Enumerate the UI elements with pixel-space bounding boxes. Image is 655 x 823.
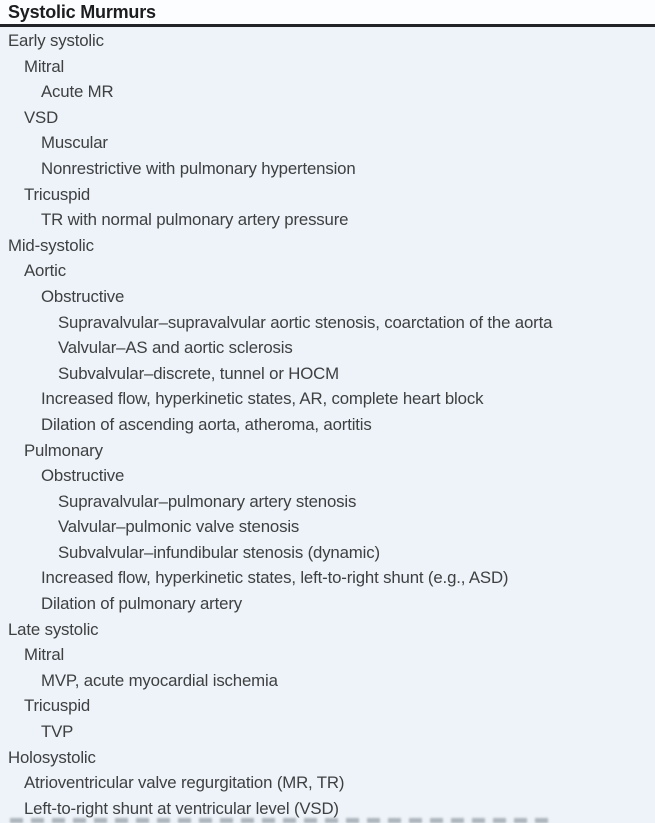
table-row: Mitral <box>24 56 65 76</box>
table-row: Valvular–pulmonic valve stenosis <box>58 517 300 537</box>
table-row: VSD <box>24 107 59 127</box>
table-row: TVP <box>41 722 74 742</box>
table-row: Pulmonary <box>24 440 103 460</box>
table-row: Tricuspid <box>24 696 91 716</box>
table-row: Atrioventricular valve regurgitation (MR, TR) <box>24 773 345 793</box>
table-row: Mitral <box>24 645 65 665</box>
table-row: MVP, acute myocardial ischemia <box>41 670 278 690</box>
table-row: Subvalvular–discrete, tunnel or HOCM <box>58 363 339 383</box>
table-row: Nonrestrictive with pulmonary hypertension <box>41 158 356 178</box>
table-row: Dilation of pulmonary artery <box>41 594 242 614</box>
table-row: Increased flow, hyperkinetic states, left-to-right shunt (e.g., ASD) <box>41 568 509 588</box>
table-row: Increased flow, hyperkinetic states, AR, complete heart block <box>41 389 484 409</box>
table-row: Supravalvular–supravalvular aortic stenosis, coarctation of the aorta <box>58 312 553 332</box>
table-row: Mid-systolic <box>8 235 94 255</box>
table-row: Tricuspid <box>24 184 91 204</box>
table-row: Subvalvular–infundibular stenosis (dynamic) <box>58 542 380 562</box>
table-row: Late systolic <box>8 619 99 639</box>
table-row: Obstructive <box>41 286 125 306</box>
table-header <box>0 0 655 24</box>
table-row: Obstructive <box>41 466 125 486</box>
table-row: Holosystolic <box>8 747 96 767</box>
table-title: Systolic Murmurs <box>8 1 156 22</box>
table-row: Valvular–AS and aortic sclerosis <box>58 338 293 358</box>
table-body <box>0 27 655 821</box>
table-row: TR with normal pulmonary artery pressure <box>41 210 349 230</box>
table-row: Acute MR <box>41 82 114 102</box>
table-row: Supravalvular–pulmonary artery stenosis <box>58 491 357 511</box>
table-row: Aortic <box>24 261 66 281</box>
table-row: Muscular <box>41 133 108 153</box>
table-row: Early systolic <box>8 31 104 50</box>
table-row: Dilation of ascending aorta, atheroma, aortitis <box>41 414 372 434</box>
cutoff-next-row <box>10 818 555 823</box>
table-row: Left-to-right shunt at ventricular level (VSD) <box>24 798 339 818</box>
